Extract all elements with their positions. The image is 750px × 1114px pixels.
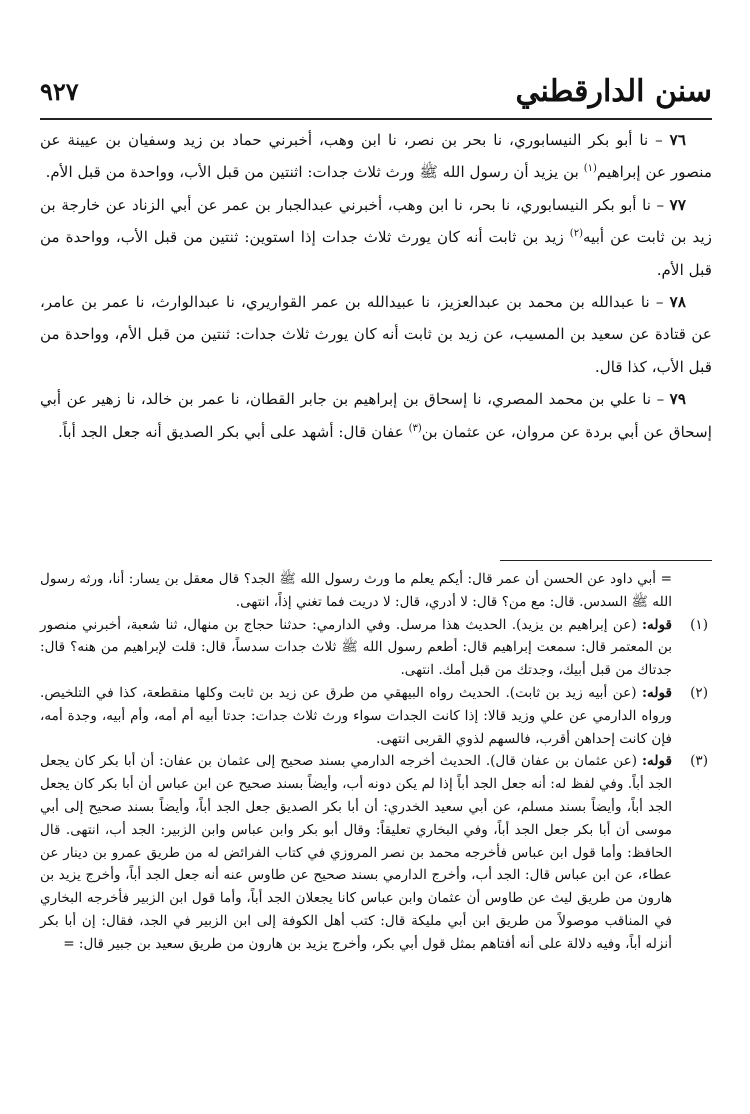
page-header	[40, 68, 712, 116]
footnote-mark: (٢)	[690, 684, 708, 701]
footnote-label: قوله:	[642, 753, 672, 770]
footnote-1	[40, 614, 712, 682]
book-page	[40, 60, 712, 1100]
footnote-separator	[500, 560, 712, 561]
hadith-text-part: زيد بن ثابت أنه كان يورث ثلاث جدات إذا استوين: ثنتين من قبل الأب، وواحدة من قبل الأم.	[40, 228, 712, 279]
hadith-text	[40, 124, 712, 542]
footnote-label: قوله:	[642, 684, 672, 701]
header-rule	[40, 118, 712, 120]
hadith-text-part: بن يزيد أن رسول الله ﷺ ورث ثلاث جدات: اثنتين من قبل الأب، وواحدة من قبل الأم.	[45, 163, 579, 182]
footnote-text: = أبي داود عن الحسن أن عمر قال: أيكم يعلم ما ورث رسول الله ﷺ الجد؟ قال معقل بن يسار: أنا، ورثه رسول الله ﷺ السدس. قال: مع من؟ قال: لا أدري، قال: لا دريت فما تغني إذاً، انتهى.	[40, 571, 672, 610]
hadith-76: ٧٦ – نا أبو بكر النيسابوري، نا بحر بن نصر، نا ابن وهب، أخبرني حماد بن زيد وسفيان بن عيينة عن منصور عن إبراهيم$^{(١)}$ بن يزيد أن رسول الله ﷺ ورث ثلاث جدات: اثنتين من قبل الأب، وواحدة من قبل الأم.	[40, 131, 712, 182]
footnote-mark: (٣)	[690, 753, 708, 770]
footnote-3	[40, 750, 712, 955]
book-title: سنن الدارقطني	[515, 74, 712, 109]
hadith-text-part: نا أبو بكر النيسابوري، نا بحر، نا ابن وهب، أخبرني عبدالجبار بن عمر عن أبي الزناد عن خارجة بن زيد بن ثابت عن أبيه	[40, 195, 713, 247]
footnote-2	[40, 682, 712, 750]
footnotes	[40, 568, 712, 1088]
hadith-text-part: نا أبو بكر النيسابوري، نا بحر بن نصر، نا ابن وهب، أخبرني حماد بن زيد وسفيان بن عيينة عن منصور عن إبراهيم	[40, 131, 712, 182]
hadith-number: ٧٧	[669, 195, 686, 214]
hadith-number: ٧٩	[669, 390, 686, 409]
footnote-text: (عن عثمان بن عفان قال). الحديث أخرجه الدارمي بسند صحيح إلى عثمان بن عفان: أن أبا بكر كان يجعل الجد أباً. وفي لفظ له: أنه جعل الجد أباً إذا لم يكن دونه أب، وأيضاً بسند صحيح عن ابن عباس أن أبا بكر كان يجعل الجد أباً، وأيضاً بسند مسلم، عن أبي سعيد الخدري: أن أبا بكر الصديق جعل الجد أباً، وأيضاً بسند صحيح إلى أبي موسى أن أبا بكر جعل الجد أباً، وفي البخاري تعليقاً: وقال أبو بكر وابن عباس وابن الزبير: الجد أب، انتهى. قال الحافظ: وأما قول ابن عباس فأخرجه محمد بن نصر المروزي في كتاب الفرائض له من طريق عمرو بن دينار عن عطاء، عن ابن عباس قال: الجد أب، وأخرج الدارمي بسند صحيح عن طاوس عنه أنه جعل الجد أباً، وأخرج يزيد بن هارون من طريق ليث عن طاوس أن عثمان وابن عباس كانا يجعلان الجد أباً، وأما قول ابن الزبير فأخرجه البخاري في المناقب موصولاً من طريق ابن أبي مليكة قال: كتب أهل الكوفة إلى ابن الزبير في الجد، فقال: إن أبا بكر أنزله أباً، وفيه دلالة على أنه أفتاهم بمثل قول أبي بكر، وأخرج يزيد بن هارون من طريق سعيد بن جبير قال: =	[40, 753, 672, 952]
footnote-label: قوله:	[642, 616, 672, 633]
footnote-mark: (١)	[690, 616, 708, 633]
footnote-text: (عن أبيه زيد بن ثابت). الحديث رواه البيهقي من طرق عن زيد بن ثابت وكلها منقطعة، كذا في التلخيص. ورواه الدارمي عن علي وزيد قالا: إذا كانت الجدات سواء ورث ثلاث جدات: جدتا أبيه أم أمه، وأم أبيه، وجدة أمه، فإن كانت إحداهن أقرب، فالسهم لذوي القربى انتهى.	[40, 684, 672, 747]
footnote-continuation	[40, 568, 712, 614]
footnote-ref: (١)	[583, 163, 597, 175]
page-number: ٩٢٧	[40, 77, 79, 106]
hadith-79: ٧٩ – نا علي بن محمد المصري، نا إسحاق بن إبراهيم بن جابر القطان، نا عمر بن خالد، نا زهير عن أبي إسحاق عن أبي بردة عن مروان، عن عثمان بن$^{(٣)}$ عفان قال: أشهد على أبي بكر الصديق أنه جعل الجد أباً.	[40, 390, 712, 441]
hadith-text-part: نا عبدالله بن محمد بن عبدالعزيز، نا عبيدالله بن عمر القواريري، نا عبدالوارث، نا عمر بن عامر، عن قتادة عن سعيد بن المسيب، عن زيد بن ثابت أنه كان يورث ثلاث جدات: ثنتين من قبل الأم، وواحدة من قبل الأب، كذا قال.	[40, 293, 712, 376]
hadith-text-part: نا علي بن محمد المصري، نا إسحاق بن إبراهيم بن جابر القطان، نا عمر بن خالد، نا زهير عن أبي إسحاق عن أبي بردة عن مروان، عن عثمان بن	[40, 390, 712, 441]
hadith-text-part: عفان قال: أشهد على أبي بكر الصديق أنه جعل الجد أباً.	[57, 422, 404, 441]
footnote-text: (عن إبراهيم بن يزيد). الحديث هذا مرسل. وفي الدارمي: حدثنا حجاج بن منهال، ثنا شعبة، أخبرني منصور بن المعتمر قال: سمعت إبراهيم قال: أطعم رسول الله ﷺ ثلاث جدات سدساً، قال: قلت لإبراهيم من هنه؟ قال: جدتاك من قبل أبيك، وجدتك من قبل أمك. انتهى.	[40, 616, 672, 679]
footnote-ref: (٣)	[408, 422, 422, 434]
hadith-number: ٧٦	[669, 131, 686, 149]
hadith-78: ٧٨ – نا عبدالله بن محمد بن عبدالعزيز، نا عبيدالله بن عمر القواريري، نا عبدالوارث، نا عمر بن عامر، عن قتادة عن سعيد بن المسيب، عن زيد بن ثابت أنه كان يورث ثلاث جدات: ثنتين من قبل الأم، وواحدة من قبل الأب، كذا قال.	[40, 293, 712, 376]
hadith-number: ٧٨	[669, 293, 686, 312]
footnote-ref: (٢)	[569, 228, 583, 240]
hadith-77: ٧٧ – نا أبو بكر النيسابوري، نا بحر، نا ابن وهب، أخبرني عبدالجبار بن عمر عن أبي الزناد عن خارجة بن زيد بن ثابت عن أبيه$^{(٢)}$ زيد بن ثابت أنه كان يورث ثلاث جدات إذا استوين: ثنتين من قبل الأب، وواحدة من قبل الأم.	[40, 195, 713, 279]
